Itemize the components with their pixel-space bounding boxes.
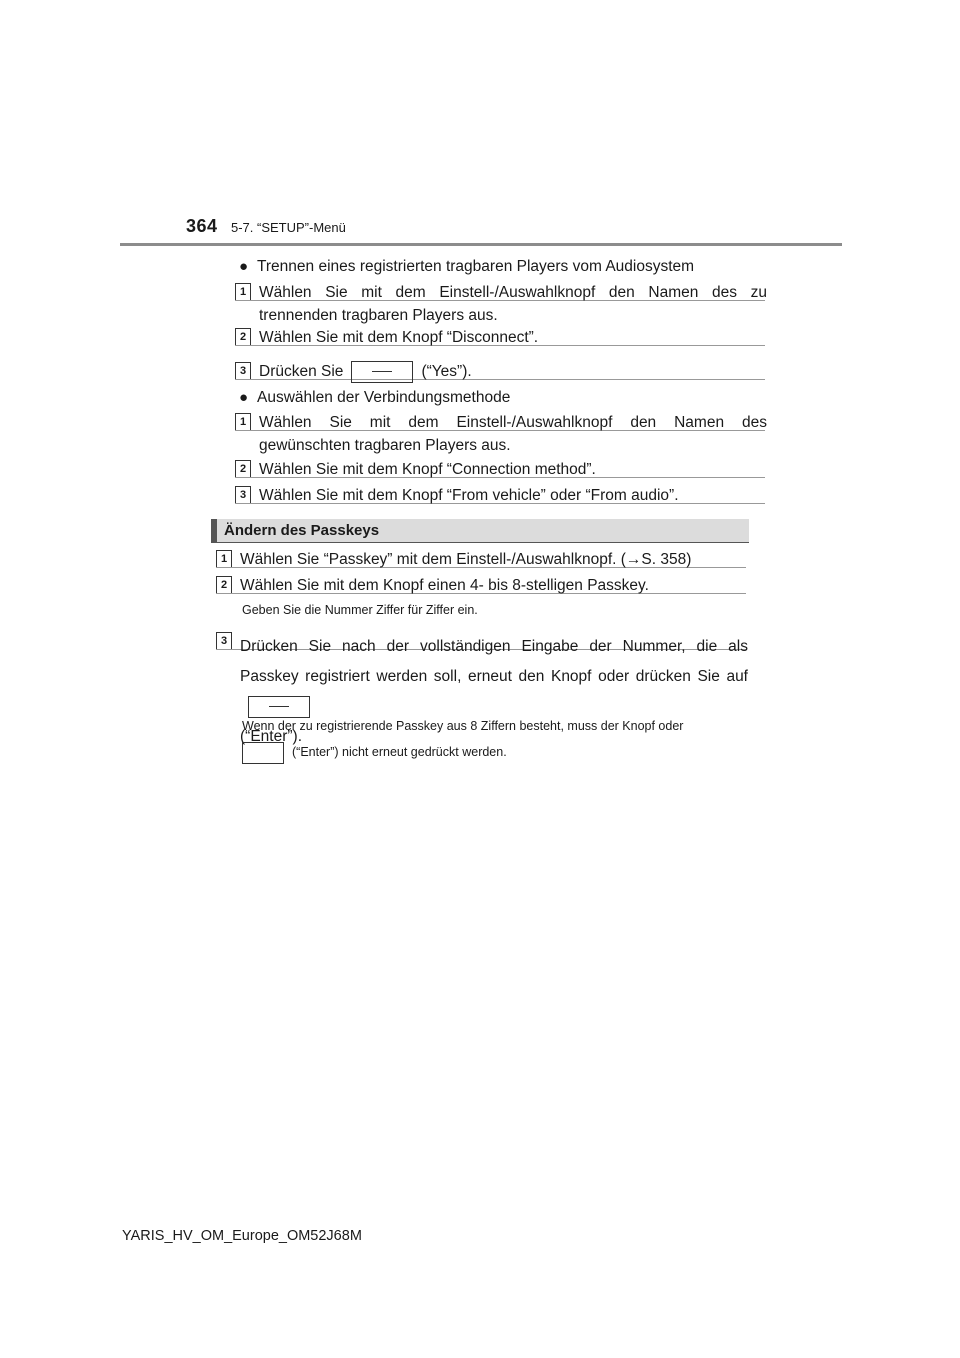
step-number: 3	[216, 632, 232, 650]
enter-key-box	[242, 742, 284, 764]
step-text: Wählen Sie mit dem Einstell-/Auswahlknopf den Namen des gewünschten tragbaren Players aus.	[259, 414, 767, 454]
step-number: 3	[235, 362, 251, 380]
step-text-pre: Drücken Sie	[259, 363, 344, 380]
step-number: 2	[216, 576, 232, 594]
header-rule	[120, 243, 842, 246]
step-text-post: (“Yes”).	[421, 363, 472, 380]
step-text: Wählen Sie mit dem Knopf einen 4- bis 8-stelligen Passkey.	[240, 577, 649, 594]
step-text: Wählen Sie mit dem Einstell-/Auswahlknopf den Namen des zu trennenden tragbaren Players aus.	[259, 284, 767, 324]
yes-key-box	[351, 361, 413, 383]
bullet-text: Auswählen der Verbindungsmethode	[257, 389, 511, 406]
step-text: Wählen Sie “Passkey” mit dem Einstell-/Auswahlknopf. (→S. 358)	[240, 551, 692, 568]
section-title: 5-7. “SETUP”-Menü	[231, 220, 346, 235]
passkey-note-2	[242, 713, 744, 765]
document-code: YARIS_HV_OM_Europe_OM52J68M	[122, 1228, 362, 1244]
step-text: Wählen Sie mit dem Knopf “Connection method”.	[259, 461, 596, 478]
note-text-pre: Wenn der zu registrierende Passkey aus 8 Ziffern besteht, muss der Knopf oder	[242, 719, 684, 733]
page-number: 364	[186, 216, 218, 236]
bullet-text: Trennen eines registrierten tragbaren Players vom Audiosystem	[257, 258, 695, 275]
step-text-post: (“Enter”).	[240, 728, 302, 745]
step-number: 1	[235, 283, 251, 301]
passkey-note-1: Geben Sie die Nummer Ziffer für Ziffer ein.	[242, 603, 478, 617]
step-text	[259, 360, 767, 383]
step-number: 2	[235, 460, 251, 478]
step-number: 3	[235, 486, 251, 504]
passkey-heading: Ändern des Passkeys	[224, 522, 380, 539]
step-number: 2	[235, 328, 251, 346]
bullet-icon: ●	[239, 258, 249, 275]
step-number: 1	[235, 413, 251, 431]
step-text: Wählen Sie mit dem Knopf “Disconnect”.	[259, 329, 539, 346]
step-number: 1	[216, 550, 232, 568]
note-text-post: (“Enter”) nicht erneut gedrückt werden.	[292, 745, 507, 759]
step-text: Wählen Sie mit dem Knopf “From vehicle” oder “From audio”.	[259, 487, 679, 504]
step-text-main: Drücken Sie nach der vollständigen Eingabe der Nummer, die als Passkey registriert werden soll, erneut den Knopf oder drücken Sie auf	[240, 638, 748, 685]
bullet-icon: ●	[239, 389, 249, 406]
